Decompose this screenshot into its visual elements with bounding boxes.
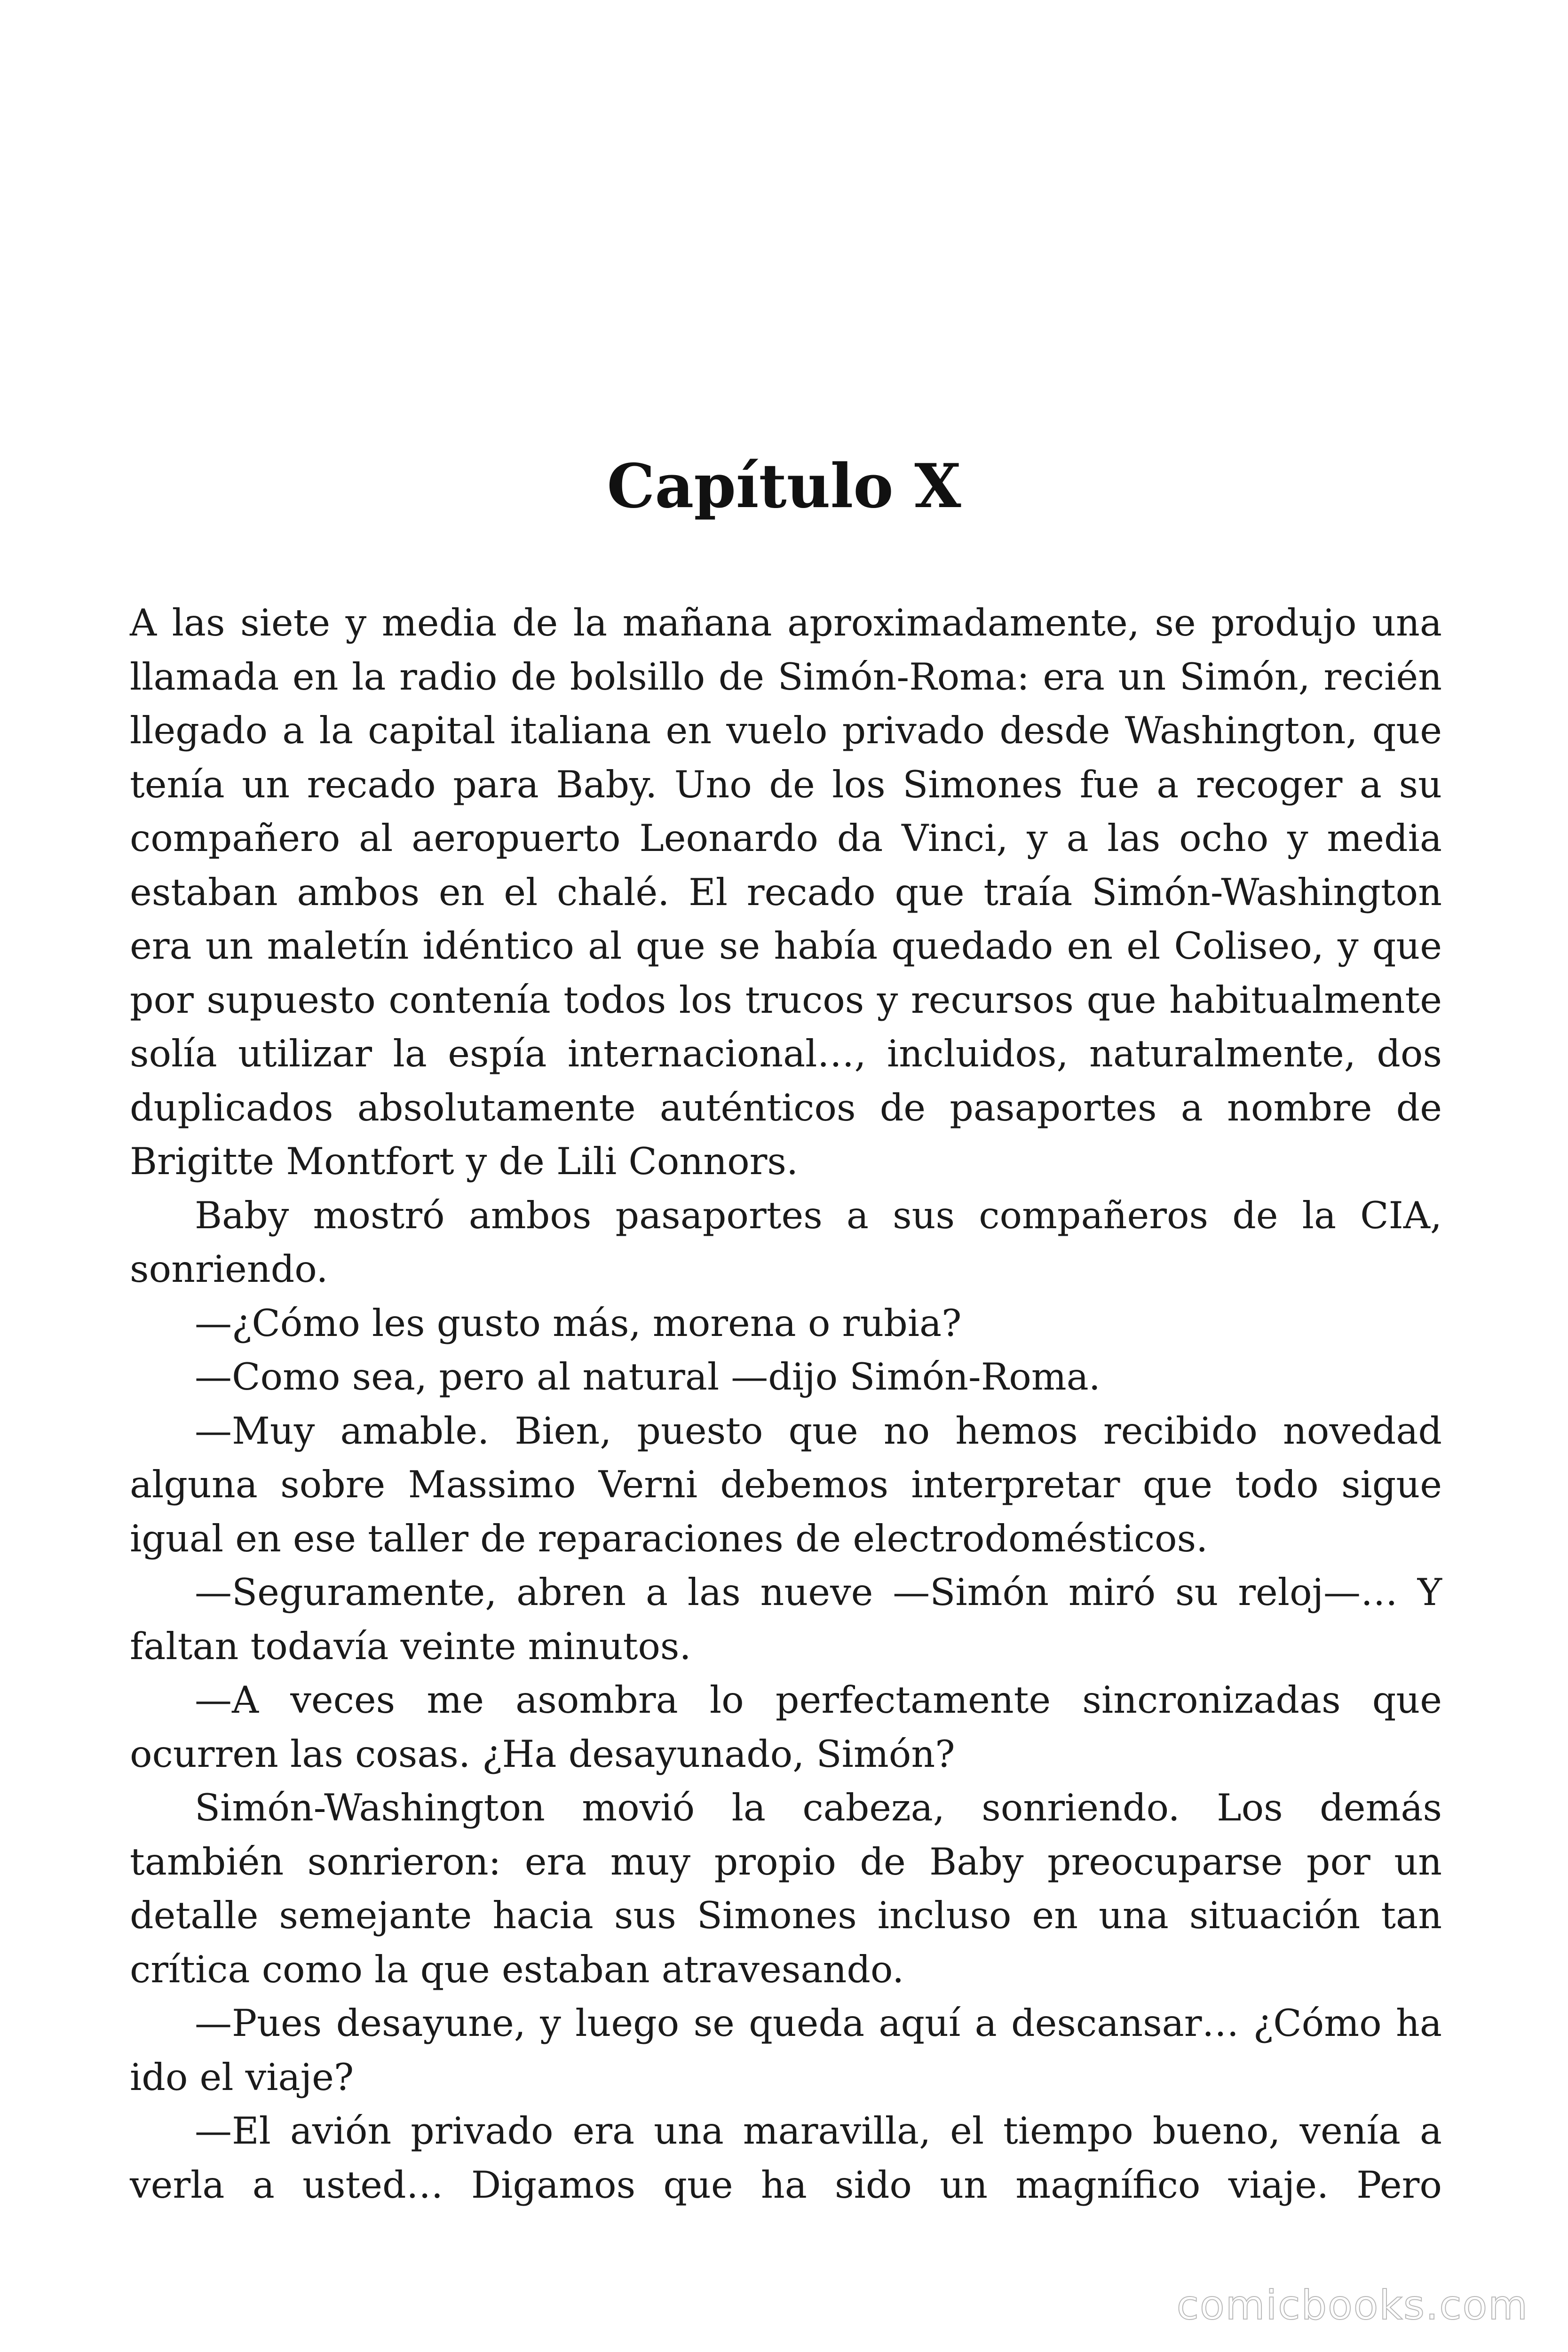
chapter-title: Capítulo X (607, 451, 961, 522)
paragraph: A las siete y media de la mañana aproximadamente, se produjo una llamada en la radio de bolsillo de Simón-Roma: era un Simón, recién llegado a la capital italiana en vuelo privado desde Washington, que tenía un recado para Baby. Uno de los Simones fue a recoger a su compañero al aeropuerto Leonardo da Vinci, y a las ocho y media estaban ambos en el chalé. El recado que traía Simón-Washington era un maletín idéntico al que se había quedado en el Coliseo, y que por supuesto contenía todos los trucos y recursos que habitualmente solía utilizar la espía internacional…, incluidos, naturalmente, dos duplicados absolutamente auténticos de pasaportes a nombre de Brigitte Montfort y de Lili Connors. (130, 601, 1442, 1183)
dialogue-paragraph: —Pues desayune, y luego se queda aquí a descansar… ¿Cómo ha ido el viaje? (130, 2002, 1442, 2099)
paragraph: Baby mostró ambos pasaportes a sus compañeros de la CIA, sonriendo. (130, 1193, 1442, 1291)
dialogue-paragraph: —El avión privado era una maravilla, el tiempo bueno, venía a verla a usted… Digamos que ha sido un magnífico viaje. Pero (130, 2109, 1442, 2207)
dialogue-paragraph: —Seguramente, abren a las nueve —Simón miró su reloj—… Y faltan todavía veinte minutos. (130, 1571, 1442, 1668)
watermark: comicbooks.com (1176, 2282, 1528, 2329)
dialogue-paragraph: —Como sea, pero al natural —dijo Simón-Roma. (195, 1355, 1101, 1398)
dialogue-paragraph: —¿Cómo les gusto más, morena o rubia? (195, 1301, 962, 1345)
dialogue-paragraph: —Muy amable. Bien, puesto que no hemos recibido novedad alguna sobre Massimo Verni debemos interpretar que todo sigue igual en ese taller de reparaciones de electrodomésticos. (130, 1409, 1442, 1560)
chapter-body (130, 596, 1442, 2212)
paragraph: Simón-Washington movió la cabeza, sonriendo. Los demás también sonrieron: era muy propio de Baby preocuparse por un detalle semejante hacia sus Simones incluso en una situación tan crítica como la que estaban atravesando. (130, 1786, 1442, 1991)
dialogue-paragraph: —A veces me asombra lo perfectamente sincronizadas que ocurren las cosas. ¿Ha desayunado, Simón? (130, 1678, 1442, 1776)
